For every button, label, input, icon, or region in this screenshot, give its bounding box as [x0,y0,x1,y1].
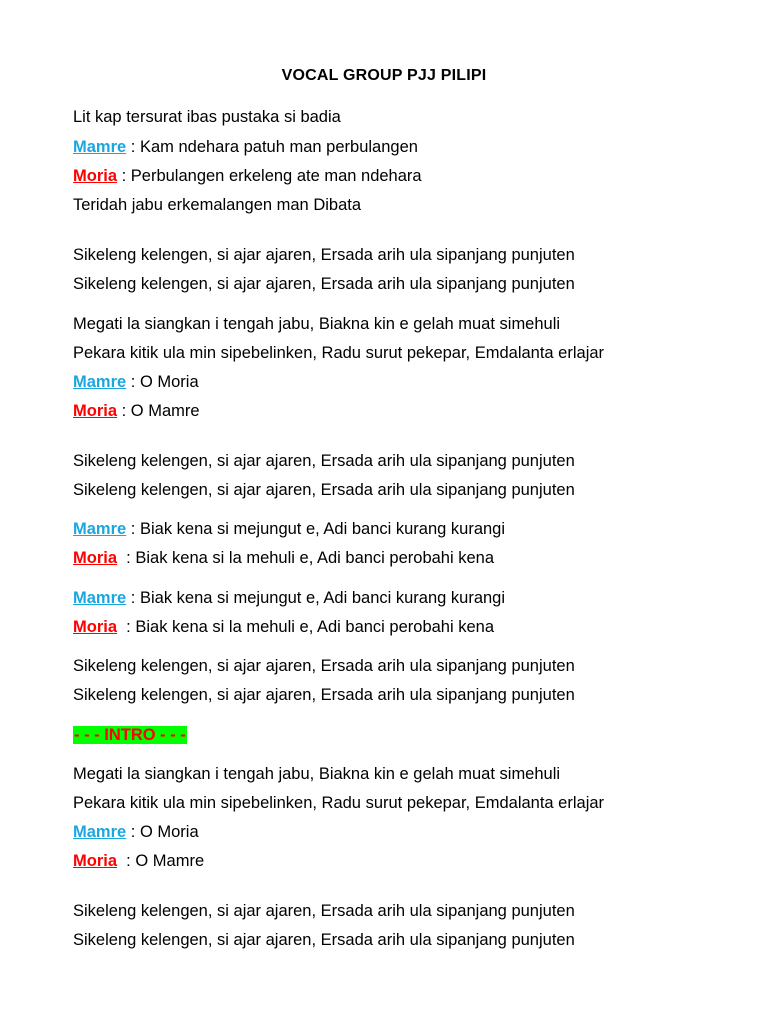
lyric-line: Sikeleng kelengen, si ajar ajaren, Ersada arih ula sipanjang punjuten [73,452,575,470]
lyric-line: Teridah jabu erkemalangen man Dibata [73,196,362,214]
speaker-line [73,588,505,608]
lyric-line: Sikeleng kelengen, si ajar ajaren, Ersada arih ula sipanjang punjuten [73,931,575,949]
speaker-line [73,137,418,157]
speaker-label-moria: Moria [73,167,118,185]
lyric-text: Biak kena si la mehuli e, Adi banci perobahi kena [135,549,495,567]
lyric-line: Megati la siangkan i tengah jabu, Biakna kin e gelah muat simehuli [73,765,561,783]
lyric-line: Sikeleng kelengen, si ajar ajaren, Ersada arih ula sipanjang punjuten [73,481,575,499]
separator: : [117,618,136,636]
speaker-line [73,617,494,637]
separator: : [126,373,140,391]
lyric-text: O Mamre [135,852,205,870]
lyric-text: O Mamre [130,402,200,420]
lyric-line: Lit kap tersurat ibas pustaka si badia [73,108,341,126]
separator: : [117,852,136,870]
separator: : [126,589,140,607]
separator: : [117,549,136,567]
speaker-line [73,519,505,539]
lyric-line: Megati la siangkan i tengah jabu, Biakna kin e gelah muat simehuli [73,315,561,333]
lyric-text: Kam ndehara patuh man perbulangen [139,138,418,156]
lyric-line: Pekara kitik ula min sipebelinken, Radu surut pekepar, Emdalanta erlajar [73,344,605,362]
lyric-line: Sikeleng kelengen, si ajar ajaren, Ersada arih ula sipanjang punjuten [73,657,575,675]
speaker-line [73,401,200,421]
speaker-label-moria: Moria [73,402,118,420]
lyric-text: Biak kena si la mehuli e, Adi banci perobahi kena [135,618,495,636]
speaker-label-mamre: Mamre [73,589,127,607]
speaker-label-mamre: Mamre [73,823,127,841]
separator: : [126,823,140,841]
speaker-label-mamre: Mamre [73,373,127,391]
lyric-line: Sikeleng kelengen, si ajar ajaren, Ersada arih ula sipanjang punjuten [73,275,575,293]
lyric-line: Sikeleng kelengen, si ajar ajaren, Ersada arih ula sipanjang punjuten [73,686,575,704]
speaker-label-moria: Moria [73,549,118,567]
page-title: VOCAL GROUP PJJ PILIPI [281,67,487,84]
speaker-label-mamre: Mamre [73,520,127,538]
lyric-line: Sikeleng kelengen, si ajar ajaren, Ersada arih ula sipanjang punjuten [73,902,575,920]
lyric-text: O Moria [139,823,199,841]
separator: : [126,138,140,156]
speaker-line [73,372,199,392]
speaker-label-moria: Moria [73,852,118,870]
speaker-line [73,851,204,871]
lyric-text: Perbulangen erkeleng ate man ndehara [130,167,422,185]
separator: : [126,520,140,538]
intro-label: - - - INTRO - - - [74,726,186,744]
speaker-line [73,548,494,568]
speaker-line [73,822,199,842]
lyric-text: O Moria [139,373,199,391]
lyric-line: Pekara kitik ula min sipebelinken, Radu surut pekepar, Emdalanta erlajar [73,794,605,812]
separator: : [117,402,131,420]
speaker-line [73,166,422,186]
lyric-line: Sikeleng kelengen, si ajar ajaren, Ersada arih ula sipanjang punjuten [73,246,575,264]
lyric-text: Biak kena si mejungut e, Adi banci kurang kurangi [139,589,506,607]
lyric-text: Biak kena si mejungut e, Adi banci kurang kurangi [139,520,506,538]
separator: : [117,167,131,185]
speaker-label-moria: Moria [73,618,118,636]
speaker-label-mamre: Mamre [73,138,127,156]
intro-marker [73,725,187,745]
